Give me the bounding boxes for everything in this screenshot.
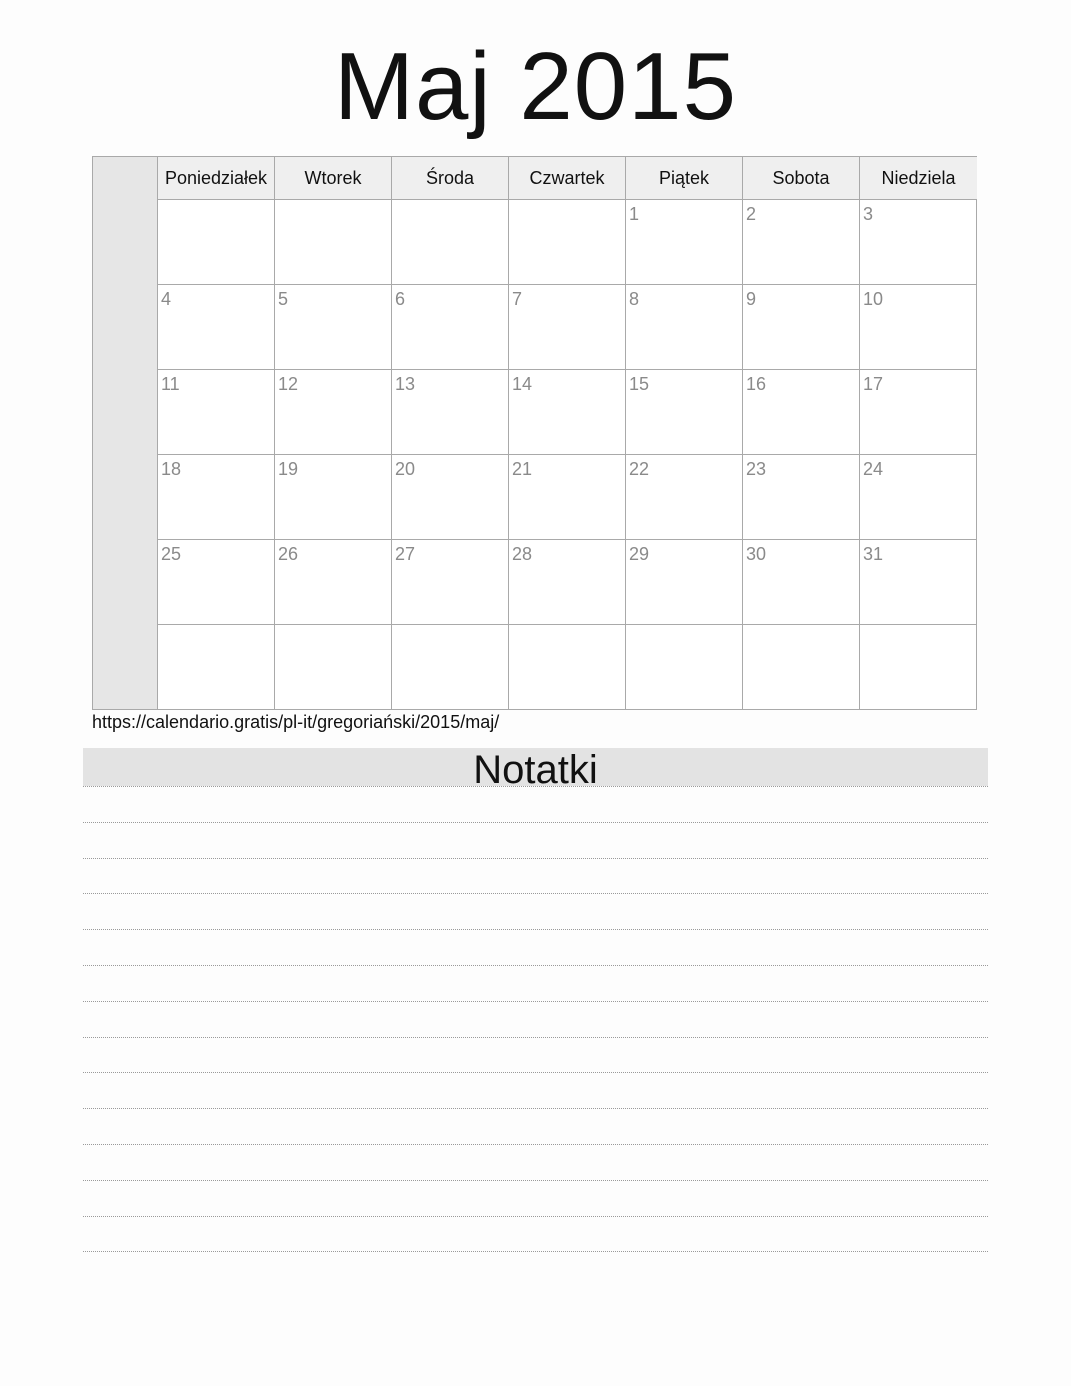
day-number: 27	[395, 544, 416, 564]
day-cell	[158, 285, 275, 369]
day-number: 16	[746, 374, 767, 394]
day-cell	[275, 285, 392, 369]
day-cell	[626, 285, 743, 369]
notes-title: Notatki	[83, 748, 988, 786]
day-cell	[860, 625, 977, 710]
day-number: 5	[278, 289, 289, 309]
day-number: 15	[629, 374, 650, 394]
weekday-sunday: Niedziela	[881, 168, 956, 188]
day-cell	[275, 455, 392, 539]
day-number: 2	[746, 204, 757, 224]
day-cell	[158, 200, 275, 284]
day-number: 4	[161, 289, 172, 309]
day-number: 14	[512, 374, 533, 394]
day-cell	[158, 625, 275, 710]
day-cell	[626, 200, 743, 284]
day-number: 23	[746, 459, 767, 479]
day-number: 11	[161, 374, 180, 394]
day-cell	[860, 455, 977, 539]
day-cell	[626, 540, 743, 624]
weekday-tuesday: Wtorek	[275, 157, 392, 199]
note-line	[83, 1037, 988, 1073]
day-cell	[743, 370, 860, 454]
day-number: 20	[395, 459, 416, 479]
note-line	[83, 965, 988, 1001]
weekday-thursday: Czwartek	[509, 157, 626, 199]
day-number: 3	[863, 204, 874, 224]
day-number: 24	[863, 459, 884, 479]
day-cell	[626, 455, 743, 539]
weekday-monday: Poniedziałek	[158, 157, 275, 199]
day-number: 25	[161, 544, 182, 564]
week-row	[158, 200, 977, 285]
day-number: 22	[629, 459, 650, 479]
weekday-saturday: Sobota	[743, 157, 860, 199]
day-number: 31	[863, 544, 884, 564]
note-line	[83, 1251, 988, 1287]
source-url[interactable]: https://calendario.gratis/pl-it/gregoriański/2015/maj/	[92, 712, 500, 732]
day-cell	[392, 370, 509, 454]
day-cell	[509, 370, 626, 454]
day-cell	[509, 200, 626, 284]
day-number: 9	[746, 289, 757, 309]
day-number: 30	[746, 544, 767, 564]
day-number: 28	[512, 544, 533, 564]
week-row	[158, 540, 977, 625]
note-line	[83, 1144, 988, 1180]
day-number: 6	[395, 289, 406, 309]
day-number: 12	[278, 374, 299, 394]
day-cell	[275, 540, 392, 624]
note-line	[83, 929, 988, 965]
day-cell	[743, 625, 860, 710]
note-line	[83, 1001, 988, 1037]
day-number: 29	[629, 544, 650, 564]
day-cell	[626, 370, 743, 454]
weekday-header-row	[158, 157, 977, 200]
weekday-wednesday: Środa	[392, 157, 509, 199]
day-cell	[509, 455, 626, 539]
note-line	[83, 893, 988, 929]
day-number: 1	[629, 204, 640, 224]
notes-lines	[83, 786, 988, 1287]
day-cell	[392, 540, 509, 624]
day-number: 10	[863, 289, 884, 309]
day-cell	[860, 540, 977, 624]
week-row	[158, 285, 977, 370]
day-number: 18	[161, 459, 182, 479]
day-cell	[158, 540, 275, 624]
month-calendar	[92, 156, 977, 710]
week-number-column	[93, 157, 158, 709]
day-grid	[158, 200, 977, 710]
day-number: 17	[863, 374, 884, 394]
day-cell	[275, 200, 392, 284]
day-cell	[860, 370, 977, 454]
day-cell	[860, 285, 977, 369]
day-number: 19	[278, 459, 299, 479]
day-cell	[509, 285, 626, 369]
day-cell	[743, 200, 860, 284]
day-cell	[275, 625, 392, 710]
day-cell	[626, 625, 743, 710]
day-cell	[158, 455, 275, 539]
note-line	[83, 1180, 988, 1216]
day-cell	[392, 285, 509, 369]
day-number: 7	[512, 289, 523, 309]
day-cell	[392, 200, 509, 284]
day-cell	[392, 455, 509, 539]
day-number: 13	[395, 374, 416, 394]
week-row	[158, 455, 977, 540]
day-cell	[275, 370, 392, 454]
note-line	[83, 822, 988, 858]
note-line	[83, 858, 988, 894]
note-line	[83, 1216, 988, 1252]
day-cell	[743, 455, 860, 539]
note-line	[83, 1072, 988, 1108]
day-cell	[392, 625, 509, 710]
day-cell	[509, 540, 626, 624]
day-cell	[509, 625, 626, 710]
page-title: Maj 2015	[334, 33, 737, 140]
day-cell	[743, 540, 860, 624]
day-cell	[860, 200, 977, 284]
week-row	[158, 625, 977, 710]
note-line	[83, 786, 988, 822]
day-cell	[743, 285, 860, 369]
day-number: 21	[512, 459, 533, 479]
note-line	[83, 1108, 988, 1144]
day-number: 8	[629, 289, 640, 309]
weekday-friday: Piątek	[626, 157, 743, 199]
week-row	[158, 370, 977, 455]
day-cell	[158, 370, 275, 454]
day-number: 26	[278, 544, 299, 564]
